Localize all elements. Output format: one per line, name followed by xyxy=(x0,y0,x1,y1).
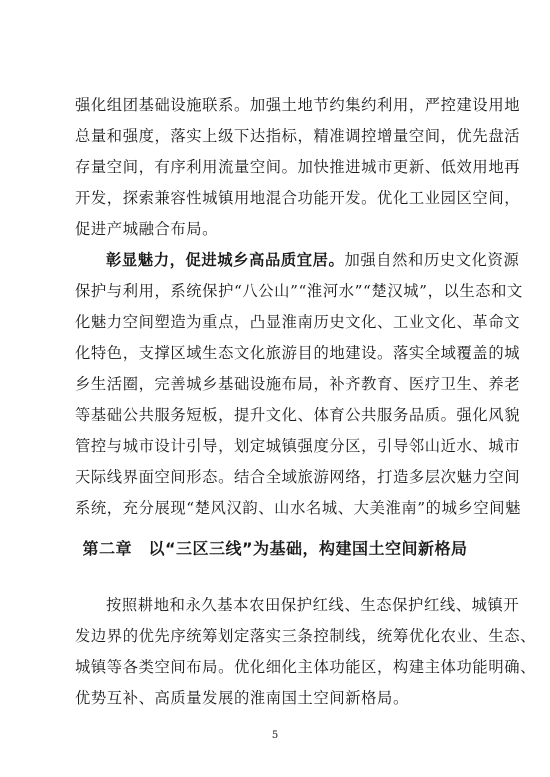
paragraph-first-line: 按照耕地和永久基本农田保护红线、生态保护红线、城镇开 xyxy=(106,596,520,614)
paragraph-line: 总量和强度，落实上级下达指标，精准调控增量空间，优先盘活 xyxy=(75,127,521,145)
paragraph-line: 天际线界面空间形态。结合全域旅游网络，打造多层次魅力空间 xyxy=(75,468,521,486)
paragraph-line: 管控与城市设计引导，划定城镇强度分区，引导邻山近水、城市 xyxy=(75,437,521,455)
lead-rest-text: 加强自然和历史文化资源 xyxy=(344,251,520,269)
paragraph-line: 存量空间，有序利用流量空间。加快推进城市更新、低效用地再 xyxy=(75,158,521,176)
paragraph-line: 城镇等各类空间布局。优化细化主体功能区，构建主体功能明确、 xyxy=(75,658,537,676)
paragraph-line: 开发，探索兼容性城镇用地混合功能开发。优化工业园区空间， xyxy=(75,189,521,207)
page-number: 5 xyxy=(271,730,279,741)
paragraph-line: 促进产城融合布局。 xyxy=(75,220,219,238)
paragraph-line: 发边界的优先序统筹划定落实三条控制线，统筹优化农业、生态、 xyxy=(75,627,537,645)
paragraph-line: 化魅力空间塑造为重点，凸显淮南历史文化、工业文化、革命文 xyxy=(75,313,521,331)
chapter-heading: 第二章 以“三区三线”为基础，构建国土空间新格局 xyxy=(82,539,468,558)
paragraph-line: 强化组团基础设施联系。加强土地节约集约利用，严控建设用地 xyxy=(75,96,521,114)
paragraph-line: 等基础公共服务短板，提升文化、体育公共服务品质。强化风貌 xyxy=(75,406,521,424)
paragraph-first-line xyxy=(106,250,520,270)
paragraph-line: 乡生活圈，完善城乡基础设施布局，补齐教育、医疗卫生、养老 xyxy=(75,375,521,393)
paragraph-line: 系统，充分展现“楚风汉韵、山水名城、大美淮南”的城乡空间魅 xyxy=(75,499,522,517)
paragraph-line: 化特色，支撑区域生态文化旅游目的地建设。落实全域覆盖的城 xyxy=(75,344,521,362)
bold-lead-text: 彰显魅力，促进城乡高品质宜居。 xyxy=(106,251,345,269)
paragraph-line: 保护与利用，系统保护“八公山”“淮河水”“楚汉城”，以生态和文 xyxy=(75,282,523,300)
paragraph-line: 优势互补、高质量发展的淮南国土空间新格局。 xyxy=(75,689,409,707)
